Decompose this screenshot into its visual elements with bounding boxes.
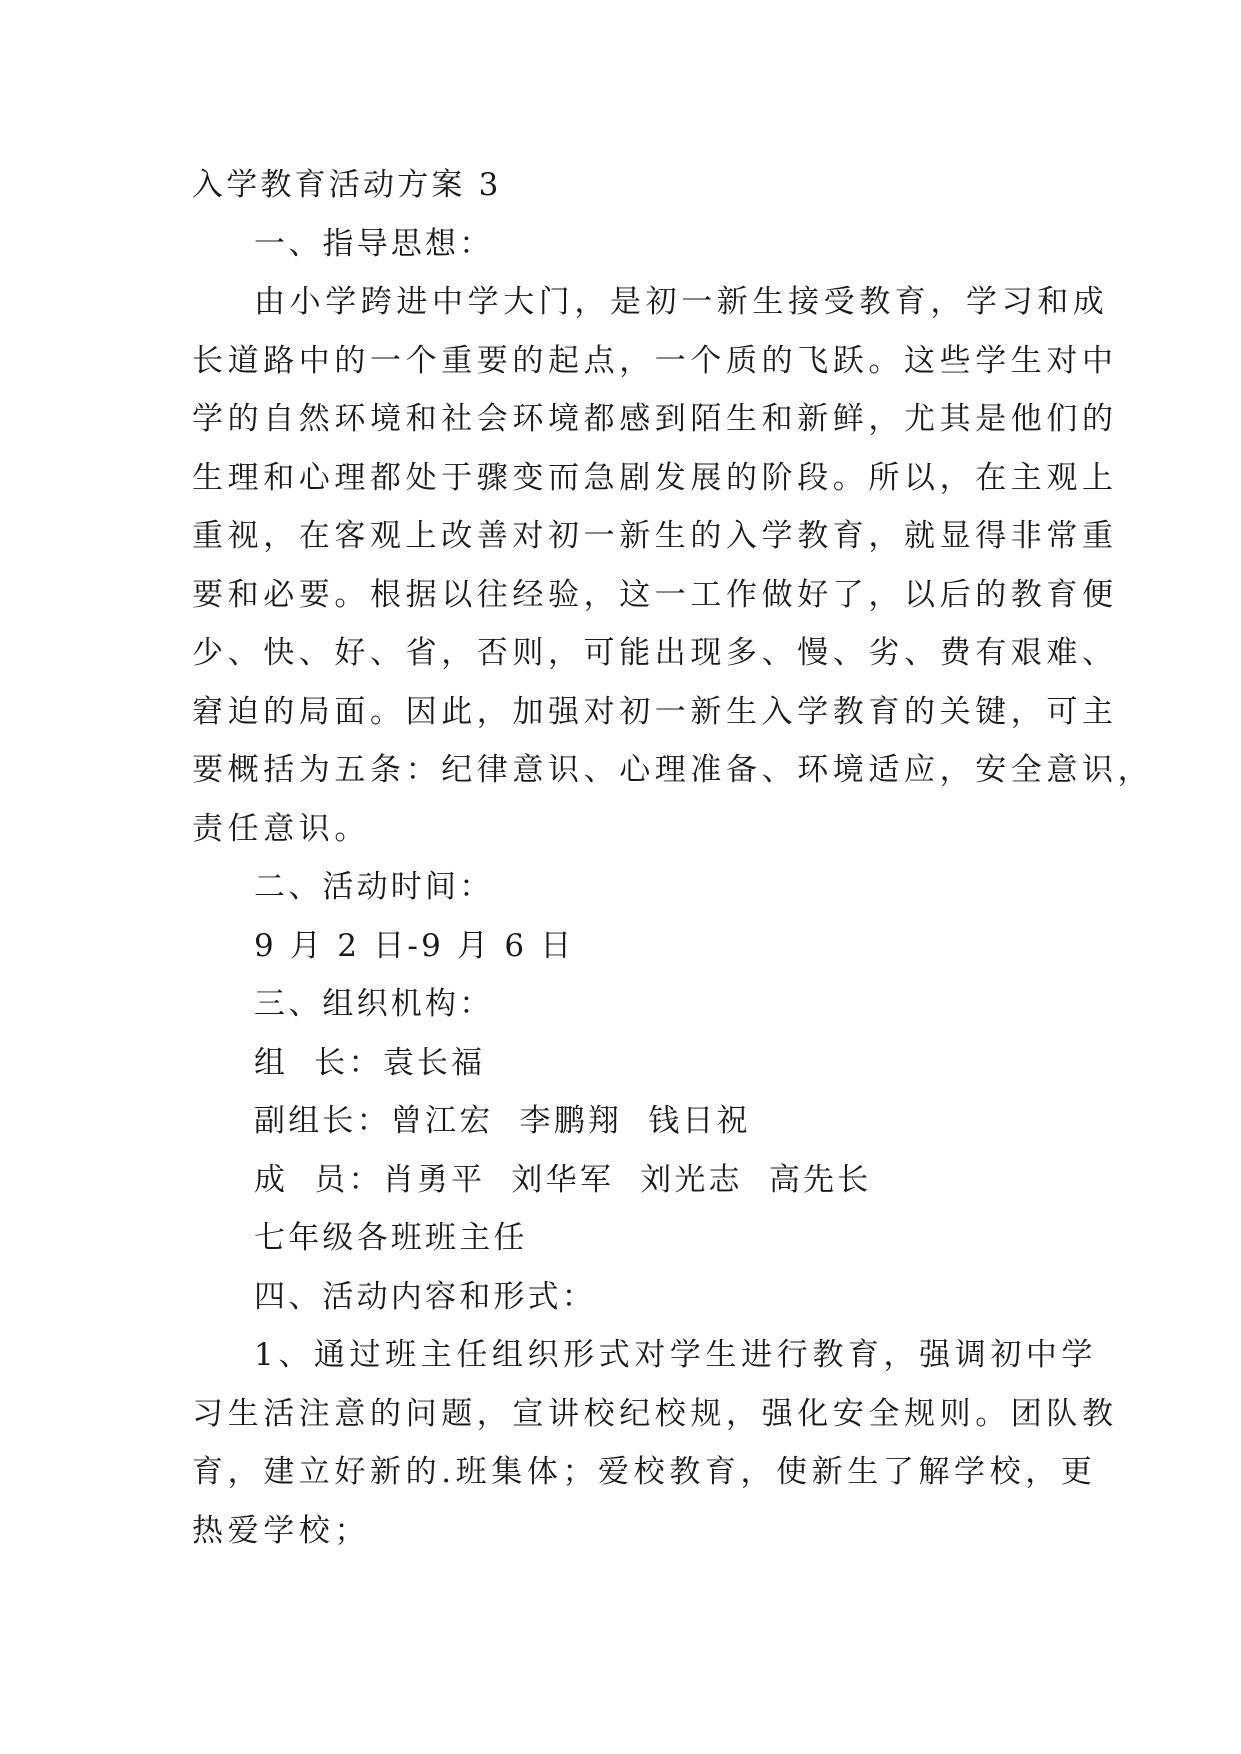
org-members-extra: 七年级各班班主任 bbox=[254, 1220, 528, 1256]
activity-time-value: 9 月 2 日-9 月 6 日 bbox=[254, 927, 575, 964]
section-heading-guiding-ideology: 一、指导思想： bbox=[254, 225, 494, 262]
section-heading-activity-content: 四、活动内容和形式： bbox=[254, 1278, 596, 1315]
paragraph-line: 要概括为五条：纪律意识、心理准备、环境适应，安全意识， bbox=[192, 752, 1154, 788]
paragraph-line: 长道路中的一个重要的起点，一个质的飞跃。这些学生对中 bbox=[192, 342, 1118, 379]
section-heading-activity-time: 二、活动时间： bbox=[254, 869, 494, 905]
paragraph-line: 重视，在客观上改善对初一新生的入学教育，就显得非常重 bbox=[192, 518, 1118, 554]
paragraph-guiding-ideology bbox=[192, 273, 1154, 858]
paragraph-activity-item-1 bbox=[192, 1326, 1118, 1560]
org-members: 成 员：肖勇平 刘华军 刘光志 高先长 bbox=[254, 1161, 872, 1198]
document-body bbox=[192, 156, 1154, 1560]
paragraph-line: 1、通过班主任组织形式对学生进行教育，强调初中学 bbox=[254, 1337, 1098, 1373]
org-leader: 组 长：袁长福 bbox=[254, 1044, 486, 1081]
paragraph-line: 责任意识。 bbox=[192, 810, 370, 847]
paragraph-line: 少、快、好、省，否则，可能出现多、慢、劣、费有艰难、 bbox=[192, 635, 1118, 671]
section-heading-organization: 三、组织机构： bbox=[254, 986, 494, 1022]
paragraph-line: 热爱学校； bbox=[192, 1512, 370, 1549]
paragraph-line: 生理和心理都处于骤变而急剧发展的阶段。所以，在主观上 bbox=[192, 459, 1118, 496]
paragraph-line: 习生活注意的问题，宣讲校纪校规，强化安全规则。团队教 bbox=[192, 1395, 1118, 1432]
paragraph-line: 要和必要。根据以往经验，这一工作做好了，以后的教育便 bbox=[192, 576, 1118, 613]
paragraph-line: 窘迫的局面。因此，加强对初一新生入学教育的关键，可主 bbox=[192, 693, 1118, 730]
paragraph-line: 学的自然环境和社会环境都感到陌生和新鲜，尤其是他们的 bbox=[192, 401, 1118, 437]
paragraph-line: 育，建立好新的.班集体；爱校教育，使新生了解学校，更 bbox=[192, 1454, 1097, 1490]
org-deputy: 副组长：曾江宏 李鹏翔 钱日祝 bbox=[254, 1103, 751, 1139]
document-title: 入学教育活动方案 3 bbox=[192, 167, 502, 203]
paragraph-line: 由小学跨进中学大门，是初一新生接受教育，学习和成 bbox=[254, 284, 1109, 320]
